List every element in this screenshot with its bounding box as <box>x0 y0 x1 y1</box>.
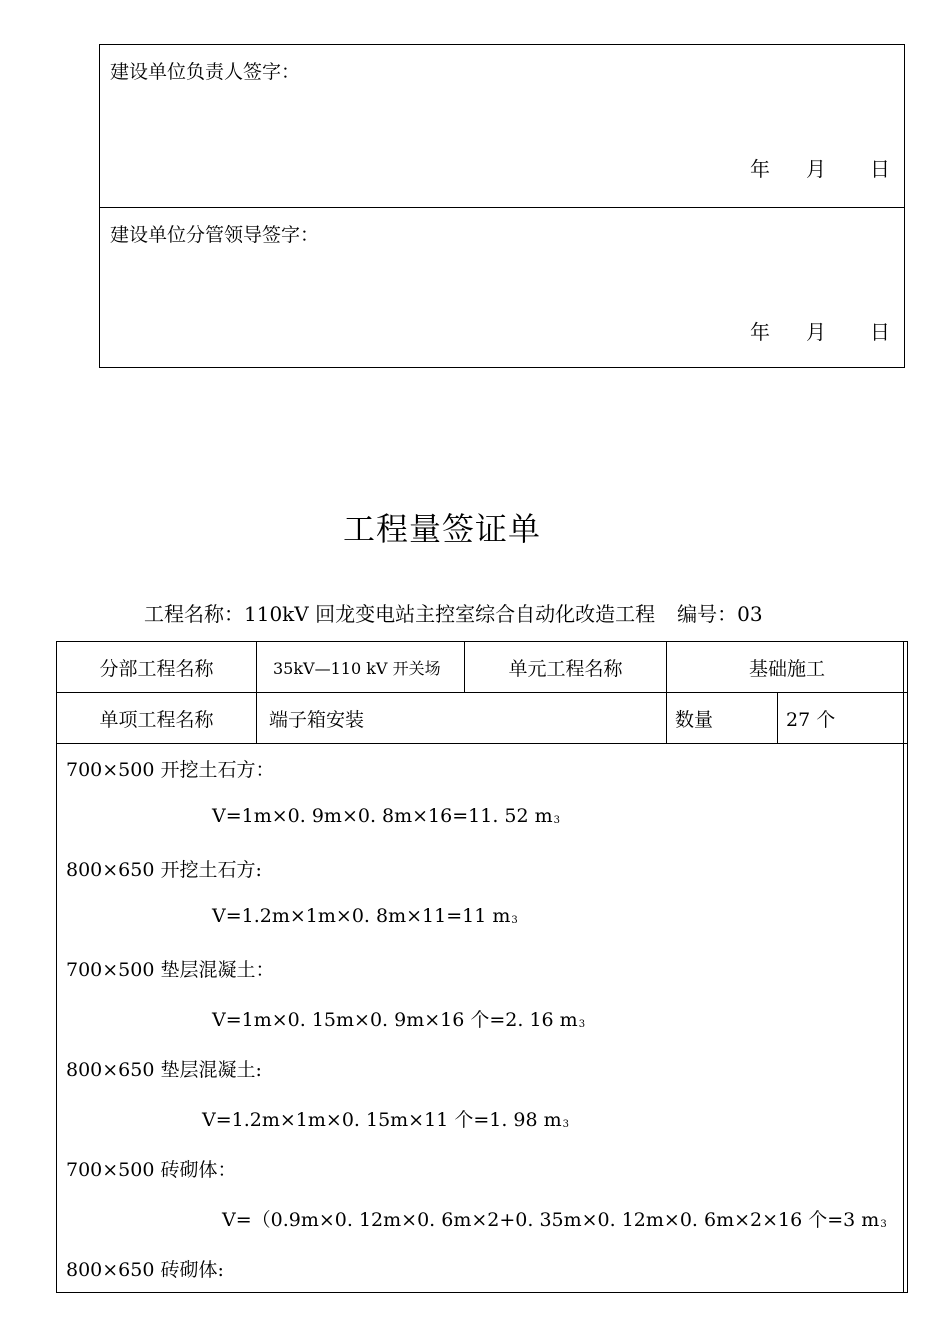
unit-project-value: 基础施工 <box>667 642 907 693</box>
owner-signature-label: 建设单位负责人签字： <box>110 61 301 83</box>
calc-formula: V=1.2m×1m×0. 8m×11=11 m3 <box>212 905 518 927</box>
project-info <box>144 598 763 627</box>
calc-heading: 700×500 开挖土石方： <box>66 759 275 781</box>
sub-project-value: 35kV—110 kV 开关场 <box>257 642 465 693</box>
calculation-area <box>57 744 907 1292</box>
quantity-table <box>56 641 908 1293</box>
signature-row-owner <box>100 45 904 207</box>
item-label: 单项工程名称 <box>57 693 257 744</box>
date-day: 日 <box>870 320 890 344</box>
calc-formula: V=1m×0. 15m×0. 9m×16 个=2. 16 m3 <box>212 1009 586 1031</box>
signature-box <box>99 44 905 368</box>
quantity-value: 27 个 <box>778 693 907 744</box>
date-year: 年 <box>750 157 770 181</box>
quantity-label: 数量 <box>667 693 778 744</box>
date-day: 日 <box>870 157 890 181</box>
leader-signature-date <box>750 316 890 345</box>
calc-formula: V=1m×0. 9m×0. 8m×16=11. 52 m3 <box>212 805 561 827</box>
calc-heading: 700×500 砖砌体： <box>66 1159 237 1181</box>
calc-heading: 700×500 垫层混凝土： <box>66 959 275 981</box>
date-month: 月 <box>806 320 826 344</box>
calc-heading: 800×650 砖砌体: <box>66 1259 224 1281</box>
date-year: 年 <box>750 320 770 344</box>
project-number: 编号：03 <box>677 602 763 626</box>
owner-signature-date <box>750 153 890 182</box>
date-month: 月 <box>806 157 826 181</box>
calc-formula: V=1.2m×1m×0. 15m×11 个=1. 98 m3 <box>202 1109 570 1131</box>
unit-project-label: 单元工程名称 <box>465 642 667 693</box>
project-name: 工程名称：110kV 回龙变电站主控室综合自动化改造工程 <box>144 602 656 626</box>
signature-row-leader <box>100 207 904 370</box>
calc-formula: V=（0.9m×0. 12m×0. 6m×2+0. 35m×0. 12m×0. 6m×2×16 个=3 m3 <box>222 1209 887 1231</box>
calc-heading: 800×650 开挖土石方: <box>66 859 262 881</box>
item-value: 端子箱安装 <box>257 693 667 744</box>
page-title: 工程量签证单 <box>342 510 541 548</box>
sub-project-label: 分部工程名称 <box>57 642 257 693</box>
leader-signature-label: 建设单位分管领导签字： <box>110 224 320 246</box>
calc-heading: 800×650 垫层混凝土: <box>66 1059 262 1081</box>
